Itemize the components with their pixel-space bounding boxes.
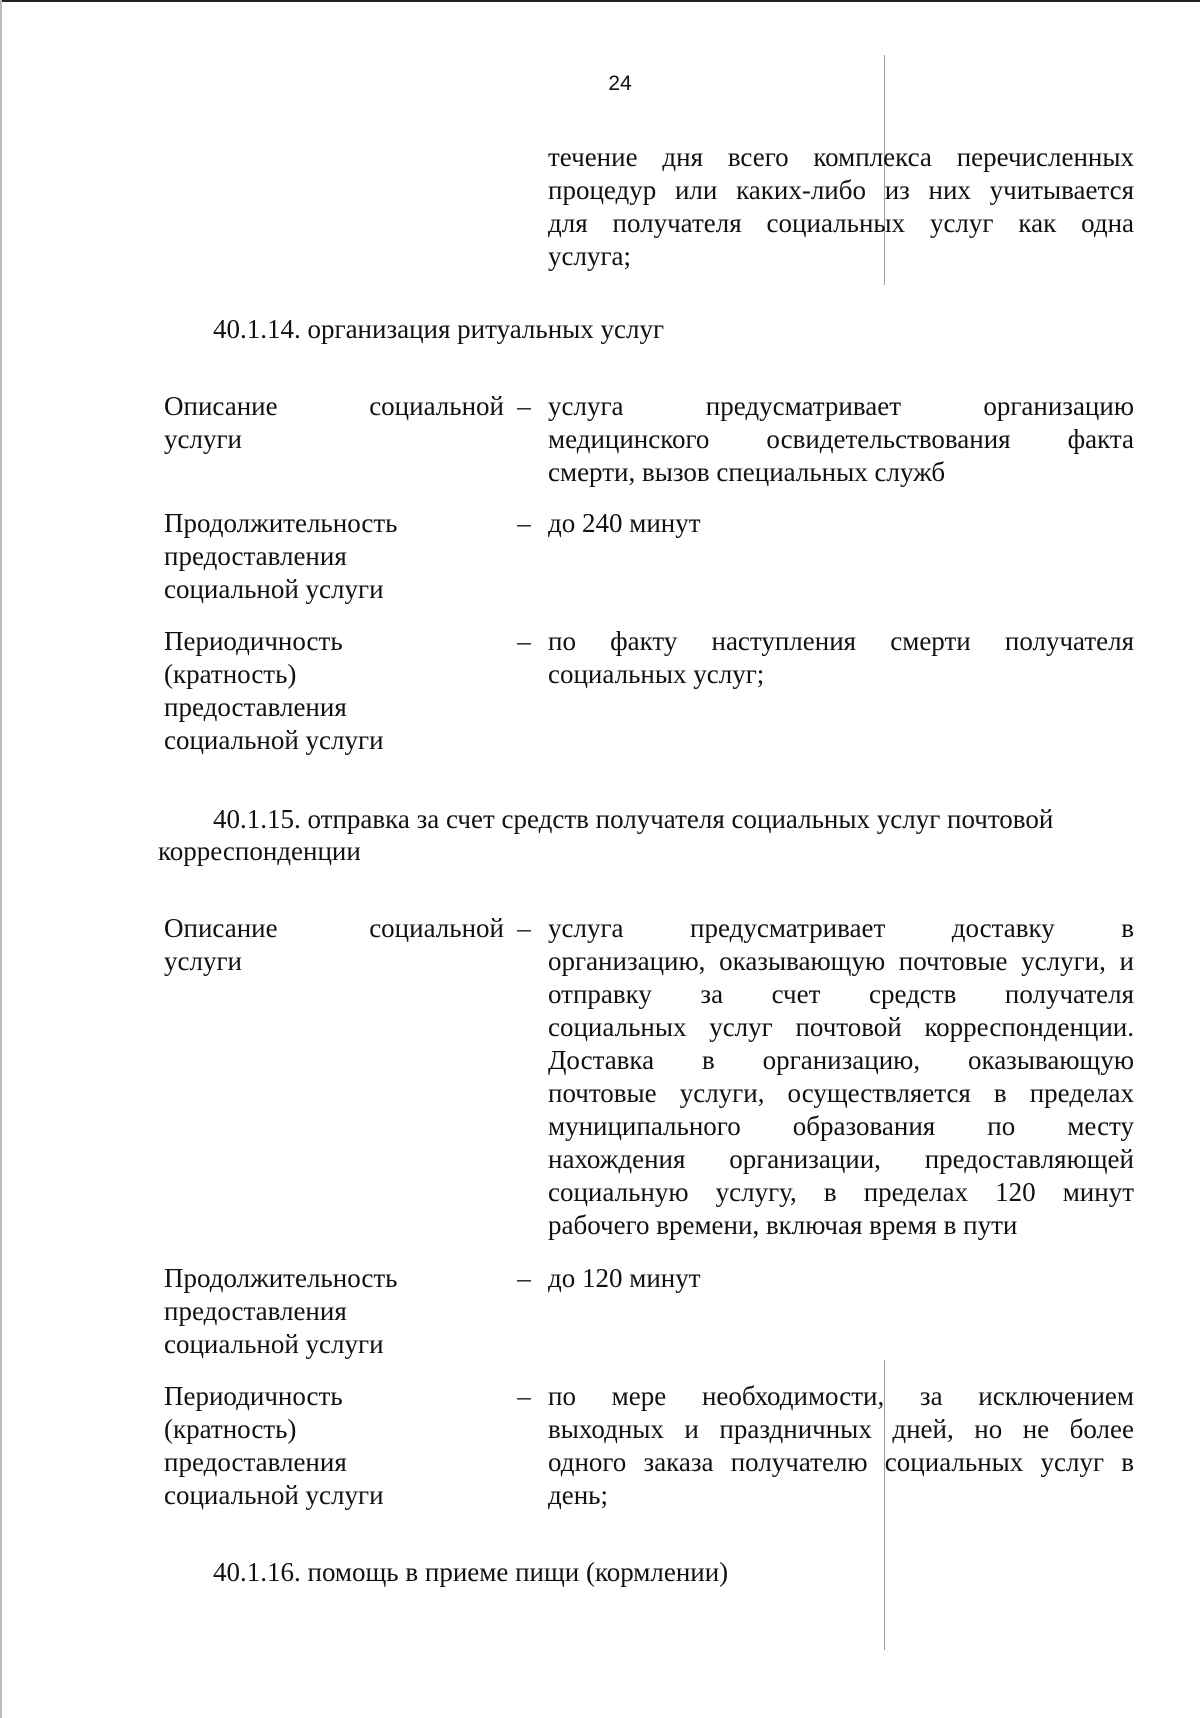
- row-term: [164, 625, 504, 757]
- intro-paragraph: [548, 141, 1134, 273]
- term-line: социальной услуги: [164, 725, 384, 755]
- desc-line: по факту наступления смерти получателя: [548, 626, 1134, 656]
- desc-line: социальных услуг;: [548, 659, 765, 689]
- row-term: [164, 507, 504, 606]
- section-heading-40-1-15: 40.1.15. отправка за счет средств получателя социальных услуг почтовой: [213, 804, 1054, 834]
- row-description: [548, 625, 1134, 691]
- term-line: социальной услуги: [164, 1329, 384, 1359]
- row-description: [548, 912, 1134, 1242]
- service-duration-row: [164, 1262, 1134, 1362]
- desc-line: по мере необходимости, за исключением: [548, 1381, 1134, 1411]
- section-heading-40-1-14: 40.1.14. организация ритуальных услуг: [213, 314, 665, 344]
- desc-line: Доставка в организацию, оказывающую: [548, 1045, 1134, 1075]
- term-line: услуги: [164, 424, 242, 454]
- row-description: [548, 1380, 1134, 1512]
- term-line: Описание: [164, 391, 278, 421]
- term-line: Периодичность: [164, 1381, 343, 1411]
- desc-line: отправку за счет средств получателя: [548, 979, 1134, 1009]
- term-line: услуги: [164, 946, 242, 976]
- intro-line: течение дня всего комплекса перечисленных: [548, 142, 1134, 172]
- desc-line: рабочего времени, включая время в пути: [548, 1210, 1018, 1240]
- row-term: [164, 390, 504, 456]
- intro-line: для получателя социальных услуг как одна: [548, 208, 1134, 238]
- row-term: [164, 1380, 504, 1512]
- desc-line: до 120 минут: [548, 1263, 701, 1293]
- desc-line: медицинского освидетельствования факта: [548, 424, 1134, 454]
- service-duration-row: [164, 507, 1134, 607]
- desc-line: услуга предусматривает доставку в: [548, 913, 1134, 943]
- desc-line: одного заказа получателю социальных услуг в: [548, 1447, 1134, 1477]
- term-line: предоставления: [164, 1447, 347, 1477]
- term-line: Продолжительность: [164, 1263, 398, 1293]
- desc-line: социальных услуг почтовой корреспонденции.: [548, 1012, 1134, 1042]
- scan-top-edge: [0, 0, 1200, 2]
- service-description-row: [164, 912, 1134, 1252]
- term-line: (кратность): [164, 659, 297, 689]
- term-line: предоставления: [164, 1296, 347, 1326]
- term-line: предоставления: [164, 692, 347, 722]
- row-dash: –: [517, 508, 531, 538]
- term-line: Описание: [164, 913, 278, 943]
- row-description: [548, 1262, 1134, 1295]
- service-periodicity-row: [164, 1380, 1134, 1515]
- row-description: [548, 507, 1134, 540]
- desc-line: выходных и праздничных дней, но не более: [548, 1414, 1134, 1444]
- service-description-row: [164, 390, 1134, 490]
- desc-line: нахождения организации, предоставляющей: [548, 1144, 1134, 1174]
- row-dash: –: [517, 1381, 531, 1411]
- term-line: социальной услуги: [164, 574, 384, 604]
- section-heading-40-1-15-continuation: корреспонденции: [158, 836, 361, 866]
- desc-line: до 240 минут: [548, 508, 701, 538]
- row-description: [548, 390, 1134, 489]
- term-line: предоставления: [164, 541, 347, 571]
- row-term: [164, 912, 504, 978]
- desc-line: смерти, вызов специальных служб: [548, 457, 946, 487]
- desc-line: социальную услугу, в пределах 120 минут: [548, 1177, 1134, 1207]
- term-line: социальной: [369, 391, 504, 421]
- desc-line: почтовые услуги, осуществляется в пределах: [548, 1078, 1134, 1108]
- desc-line: муниципального образования по месту: [548, 1111, 1134, 1141]
- desc-line: организацию, оказывающую почтовые услуги, и: [548, 946, 1134, 976]
- row-dash: –: [517, 1263, 531, 1293]
- row-term: [164, 1262, 504, 1361]
- term-line: Продолжительность: [164, 508, 398, 538]
- section-heading-40-1-16: 40.1.16. помощь в приеме пищи (кормлении): [213, 1557, 729, 1587]
- page-number: 24: [608, 72, 632, 95]
- intro-line: процедур или каких-либо из них учитывается: [548, 175, 1134, 205]
- desc-line: услуга предусматривает организацию: [548, 391, 1134, 421]
- intro-line: услуга;: [548, 241, 632, 271]
- row-dash: –: [517, 626, 531, 656]
- desc-line: день;: [548, 1480, 608, 1510]
- term-line: (кратность): [164, 1414, 297, 1444]
- term-line: Периодичность: [164, 626, 343, 656]
- row-dash: –: [517, 913, 531, 943]
- service-periodicity-row: [164, 625, 1134, 760]
- term-line: социальной: [369, 913, 504, 943]
- row-dash: –: [517, 391, 531, 421]
- term-line: социальной услуги: [164, 1480, 384, 1510]
- scan-left-edge: [0, 0, 2, 1718]
